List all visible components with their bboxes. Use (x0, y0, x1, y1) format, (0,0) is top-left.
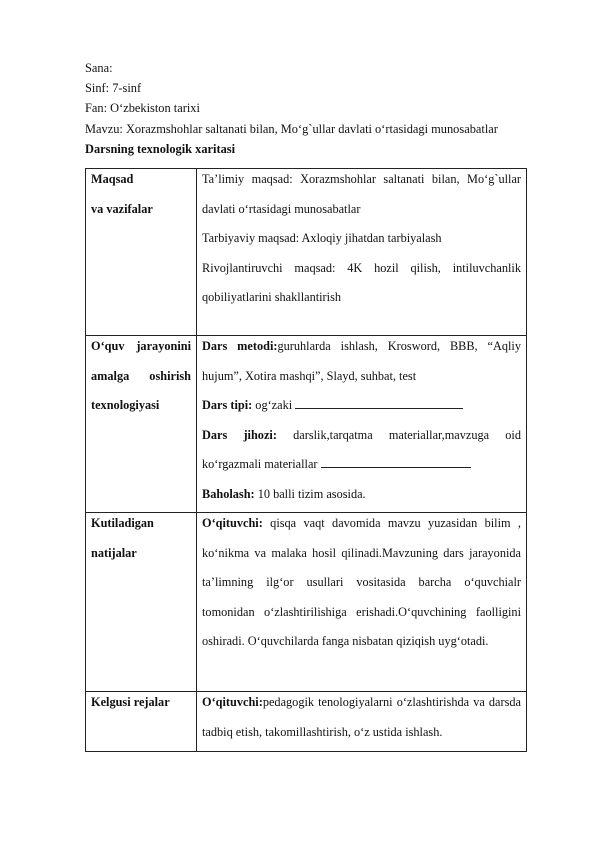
upbringing-goal: Tarbiyaviy maqsad: Axloqiy jihatdan tarbiyalash (202, 231, 442, 246)
plans-text (202, 688, 521, 747)
technology-content-cell (197, 336, 527, 513)
methods-label: Dars metodi: (202, 339, 278, 353)
outcomes-label-1: Kutiladigan (91, 516, 154, 530)
grading-value: 10 balli tizim asosida. (254, 486, 366, 501)
technology-label-cell (86, 336, 197, 513)
type-line (202, 391, 521, 421)
outcomes-teacher-value: qisqa vaqt davomida mavzu yuzasidan bilim , ko‘nikma va malaka hosil qilinadi.Mavzuning dars jarayonida ta’limning ilg‘or usullari vositasida barcha o‘quvchialr tomonidan o‘zlashtirilishiga erishadi.O‘quvchining faolligini oshiradi. O‘quvchilarda fanga nisbatan qiziqish uyg‘otadi. (202, 516, 521, 649)
table-row (86, 169, 527, 336)
technology-map-table (85, 168, 527, 752)
subject-line: Fan: O‘zbekiston tarixi (85, 101, 200, 115)
equipment-line (202, 421, 521, 480)
date-line: Sana: (85, 61, 113, 75)
topic-line: Mavzu: Xorazmshohlar saltanati bilan, Mo‘g`ullar davlati o‘rtasidagi munosabatlar (85, 122, 498, 136)
table-row (86, 513, 527, 692)
blank-line (295, 399, 463, 409)
technology-label-1: O‘quv jarayonini (91, 339, 191, 353)
table-row (86, 336, 527, 513)
outcomes-label-cell (86, 513, 197, 692)
map-title: Darsning texnologik xaritasi (85, 142, 236, 156)
blank-line (321, 458, 471, 468)
grading-label: Baholash: (202, 486, 255, 501)
methods-value: guruhlarda ishlash, Krosword, BBB, “Aqliy hujum”, Xotira mashqi”, Slayd, suhbat, test (202, 339, 521, 383)
technology-label-3: texnologiyasi (91, 398, 160, 413)
goals-label-1: Maqsad (91, 172, 134, 186)
outcomes-text (202, 509, 521, 657)
outcomes-content-cell (197, 513, 527, 692)
methods-line (202, 332, 521, 391)
grading-line (202, 480, 521, 510)
grade-line: Sinf: 7-sinf (85, 81, 142, 95)
goals-content-cell (197, 169, 527, 336)
technology-label-2: amalga oshirish (91, 368, 191, 383)
equipment-label: Dars jihozi: (202, 427, 277, 442)
plans-teacher-value: pedagogik tenologiyalarni o‘zlashtirishda va darsda tadbiq etish, takomillashtirish, o‘z ustida ishlash. (202, 695, 521, 739)
plans-content-cell (197, 692, 527, 752)
outcomes-label-2: natijalar (91, 545, 137, 560)
plans-label-cell (86, 692, 197, 752)
goals-label-cell (86, 169, 197, 336)
type-value: og‘zaki (252, 398, 296, 413)
development-goal: Rivojlantiruvchi maqsad: 4K hozil qilish, intiluvchanlik qobiliyatlarini shakllantirish (202, 260, 521, 305)
type-label: Dars tipi: (202, 398, 253, 413)
plans-teacher-label: O‘qituvchi: (202, 695, 263, 709)
goals-label-2: va vazifalar (91, 201, 153, 216)
table-row (86, 692, 527, 752)
equipment-value: darslik,tarqatma materiallar,mavzuga oid ko‘rgazmali materiallar (202, 427, 521, 472)
plans-label: Kelgusi rejalar (91, 695, 170, 709)
outcomes-teacher-label: O‘qituvchi: (202, 516, 263, 530)
edu-goal: Ta’limiy maqsad: Xorazmshohlar saltanati bilan, Mo‘g`ullar davlati o‘rtasidagi munosabatlar (202, 172, 521, 216)
